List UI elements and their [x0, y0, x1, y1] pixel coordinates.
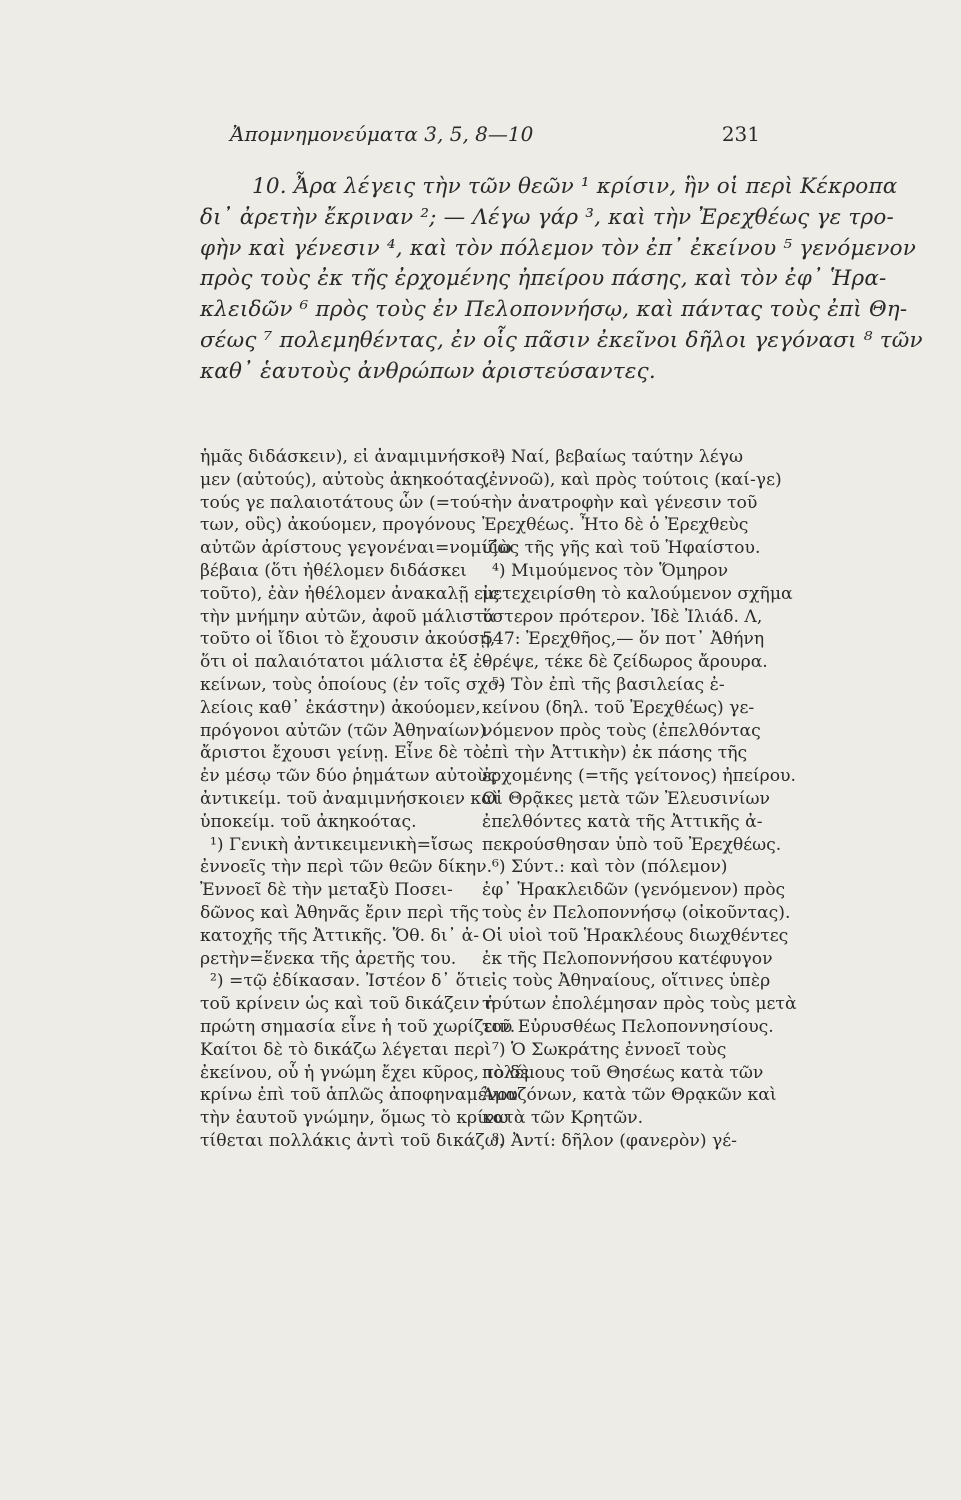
commentary-line: πρόγονοι αὐτῶν (τῶν Ἀθηναίων) — [200, 720, 487, 741]
commentary-line: ὕστερον πρότερον. Ἰδὲ Ἰλιάδ. Λ, — [482, 606, 763, 627]
main-text-line: κλειδῶν ⁶ πρὸς τοὺς ἐν Πελοποννήσῳ, καὶ πάντας τοὺς ἐπὶ Θη- — [200, 297, 908, 323]
commentary-line: ἐκ τῆς Πελοποννήσου κατέφυγον — [482, 948, 773, 969]
commentary-line: τοὺς ἐν Πελοποννήσῳ (οἰκοῦντας). — [482, 902, 791, 923]
commentary-line: ὅτι οἱ παλαιότατοι μάλιστα ἐξ ἐ- — [200, 652, 489, 673]
commentary-line: ⁸) Ἀντί: δῆλον (φανερὸν) γέ- — [492, 1130, 737, 1151]
main-text-line: φὴν καὶ γένεσιν ⁴, καὶ τὸν πόλεμον τὸν ἐπ᾿ ἐκείνου ⁵ γενόμενον — [200, 235, 917, 261]
commentary-line: ⁷) Ὁ Σωκράτης ἐννοεῖ τοὺς — [492, 1039, 727, 1060]
commentary-line: τοῦ κρίνειν ὡς καὶ τοῦ δικάζειν ἡ — [200, 994, 496, 1015]
commentary-line: θρέψε, τέκε δὲ ζείδωρος ἄρουρα. — [482, 652, 768, 673]
commentary-line: κρίνω ἐπὶ τοῦ ἁπλῶς ἀποφηναμένου — [200, 1085, 518, 1106]
commentary-line: βέβαια (ὅτι ἠθέλομεν διδάσκει — [200, 560, 467, 581]
commentary-line: ἐν μέσῳ τῶν δύο ῥημάτων αὐτοὺς — [200, 766, 498, 787]
commentary-line: πολέμους τοῦ Θησέως κατὰ τῶν — [482, 1062, 764, 1083]
commentary-line: ἐννοεῖς τὴν περὶ τῶν θεῶν δίκην. — [200, 857, 493, 878]
commentary-line: ἐφ᾿ Ἡρακλειδῶν (γενόμενον) πρὸς — [482, 880, 786, 901]
commentary-line: κατὰ τῶν Κρητῶν. — [482, 1108, 644, 1129]
commentary-line: ⁴) Μιμούμενος τὸν Ὅμηρον — [492, 560, 729, 581]
main-text-line: δι᾿ ἀρετὴν ἔκριναν ²; — Λέγω γάρ ³, καὶ τὴν Ἐρεχθέως γε τρο- — [200, 204, 894, 230]
commentary-line: τούς γε παλαιοτάτους ὧν (=τού- — [200, 492, 487, 513]
main-text-line: σέως ⁷ πολεμηθέντας, ἐν οἷς πᾶσιν ἐκεῖνοι δῆλοι γεγόνασι ⁸ τῶν — [200, 327, 923, 353]
commentary-line: Καίτοι δὲ τὸ δικάζω λέγεται περὶ — [200, 1039, 492, 1060]
commentary-line: Οἱ Θρᾷκες μετὰ τῶν Ἐλευσινίων — [482, 788, 770, 809]
commentary-line: ἀντικείμ. τοῦ ἀναμιμνήσκοιεν καὶ — [200, 788, 500, 809]
commentary-line: τοῦ Εὐρυσθέως Πελοποννησίους. — [482, 1016, 774, 1037]
page-number: 231 — [721, 122, 760, 146]
commentary-line: ἐπὶ τὴν Ἀττικὴν) ἐκ πάσης τῆς — [482, 743, 748, 764]
commentary-line: τὴν μνήμην αὐτῶν, ἀφοῦ μάλιστα — [200, 606, 496, 627]
commentary-line: τοῦτο), ἐὰν ἠθέλομεν ἀνακαλῇ εἰς — [200, 583, 500, 604]
main-text-line: 10. Ἆρα λέγεις τὴν τῶν θεῶν ¹ κρίσιν, ἣν οἱ περὶ Κέκροπα — [252, 174, 898, 199]
commentary-line: 547: Ἐρεχθῆος,— ὅν ποτ᾿ Ἀθήνη — [482, 629, 765, 650]
running-title: Ἀπομνημονεύματα 3, 5, 8—10 — [230, 122, 534, 146]
commentary-line: εἰς τοὺς Ἀθηναίους, οἵτινες ὑπὲρ — [482, 971, 771, 992]
commentary-line: κατοχῆς τῆς Ἀττικῆς. Ὅθ. δι᾿ ἀ- — [200, 925, 480, 946]
commentary-line: νόμενον πρὸς τοὺς (ἐπελθόντας — [482, 720, 761, 741]
commentary-line: κείνων, τοὺς ὁποίους (ἐν τοῖς σχο- — [200, 674, 505, 695]
commentary-line: ἐκείνου, οὗ ἡ γνώμη ἔχει κῦρος, τὸ δὲ — [200, 1062, 530, 1083]
commentary-line: ὑποκείμ. τοῦ ἀκηκοότας. — [200, 811, 417, 832]
main-text — [200, 172, 923, 388]
commentary-line: ²) =τῷ ἐδίκασαν. Ἰστέον δ᾿ ὅτι — [210, 971, 483, 992]
commentary-line: των, οὓς) ἀκούομεν, προγόνους — [200, 515, 476, 536]
commentary-line: Ἐννοεῖ δὲ τὴν μεταξὺ Ποσει- — [200, 880, 453, 901]
commentary-line: μετεχειρίσθη τὸ καλούμενον σχῆμα — [482, 583, 793, 604]
commentary-line: κείνου (δηλ. τοῦ Ἐρεχθέως) γε- — [482, 697, 755, 718]
commentary-right-column — [482, 446, 797, 1153]
commentary-line: πεκρούσθησαν ὑπὸ τοῦ Ἐρεχθέως. — [482, 834, 782, 855]
commentary-line: πρώτη σημασία εἶνε ἡ τοῦ χωρίζειν. — [200, 1016, 516, 1037]
main-text-line: πρὸς τοὺς ἐκ τῆς ἐρχομένης ἠπείρου πάσης, καὶ τὸν ἐφ᾿ Ἡρα- — [200, 266, 887, 292]
commentary-line: δῶνος καὶ Ἀθηνᾶς ἔριν περὶ τῆς — [200, 902, 479, 923]
commentary-line: ¹) Γενικὴ ἀντικειμενικὴ=ἴσως — [210, 834, 474, 855]
commentary-line: τὴν ἑαυτοῦ γνώμην, ὅμως τὸ κρίνω — [200, 1108, 509, 1129]
main-text-line: καθ᾿ ἑαυτοὺς ἀνθρώπων ἀριστεύσαντες. — [200, 358, 656, 384]
commentary-line: (ἐννοῶ), καὶ πρὸς τούτοις (καί-γε) — [482, 469, 782, 490]
commentary-line: ⁶) Σύντ.: καὶ τὸν (πόλεμον) — [492, 857, 728, 878]
commentary-line: ἐρχομένης (=τῆς γείτονος) ἠπείρου. — [482, 766, 796, 787]
commentary-left-column — [200, 446, 530, 1153]
commentary-line: ρετὴν=ἕνεκα τῆς ἀρετῆς του. — [200, 948, 457, 969]
commentary-line: ἐπελθόντες κατὰ τῆς Ἀττικῆς ἀ- — [482, 811, 763, 832]
commentary-line: Ἐρεχθέως. Ἦτο δὲ ὁ Ἐρεχθεὺς — [482, 515, 749, 536]
commentary-line: ³) Ναί, βεβαίως ταύτην λέγω — [492, 447, 743, 467]
commentary-line: υἱὸς τῆς γῆς καὶ τοῦ Ἡφαίστου. — [482, 538, 761, 559]
commentary-line: μεν (αὐτούς), αὐτοὺς ἀκηκοότας, — [200, 469, 491, 490]
commentary-line: λείοις καθ᾿ ἑκάστην) ἀκούομεν, — [200, 697, 481, 718]
commentary-line: τούτων ἐπολέμησαν πρὸς τοὺς μετὰ — [482, 994, 797, 1015]
commentary-line: αὐτῶν ἀρίστους γεγονέναι=νομίζω — [200, 538, 512, 559]
commentary-line: ⁵) Τὸν ἐπὶ τῆς βασιλείας ἐ- — [492, 674, 725, 695]
commentary-line: τοῦτο οἱ ἴδιοι τὸ ἔχουσιν ἀκούσῃ, — [200, 629, 496, 650]
commentary-line: ἄριστοι ἔχουσι γείνῃ. Εἶνε δὲ τὸ — [200, 743, 484, 764]
commentary-line: Ἀμαζόνων, κατὰ τῶν Θρᾳκῶν καὶ — [482, 1085, 777, 1106]
commentary-line: τίθεται πολλάκις ἀντὶ τοῦ δικάζω. — [200, 1130, 505, 1151]
commentary-line: ἡμᾶς διδάσκειν), εἰ ἀναμιμνήσκοι- — [200, 447, 504, 467]
commentary-line: Οἱ υἱοὶ τοῦ Ἡρακλέους διωχθέντες — [482, 925, 789, 946]
commentary-line: τὴν ἀνατροφὴν καὶ γένεσιν τοῦ — [482, 492, 758, 513]
